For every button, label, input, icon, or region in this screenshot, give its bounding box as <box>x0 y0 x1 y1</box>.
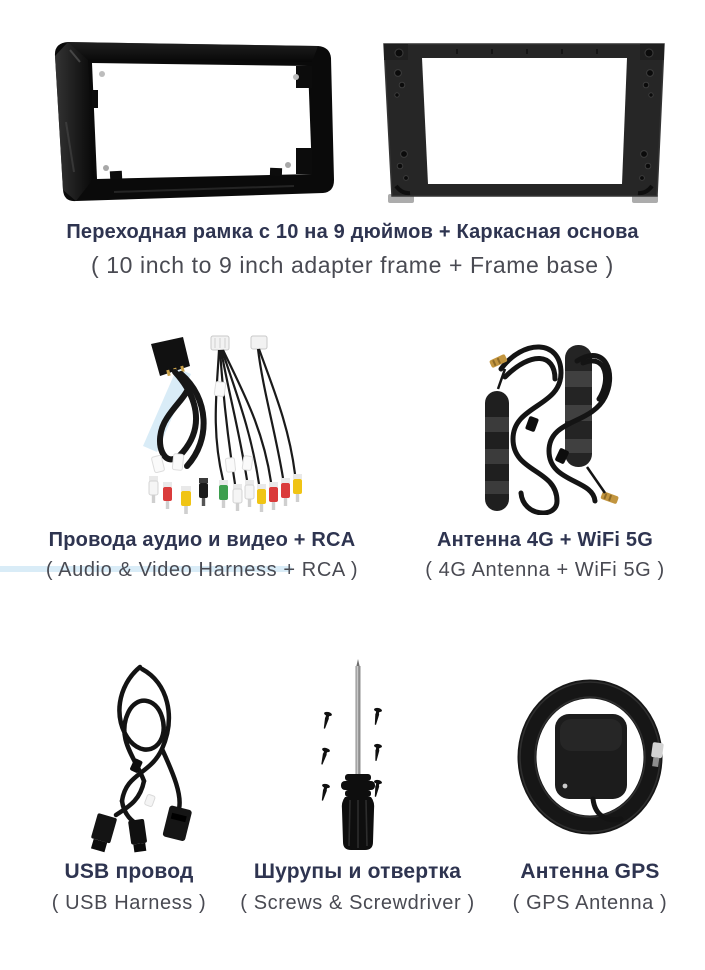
screws-caption-ru: Шурупы и отвертка <box>253 860 462 883</box>
frames-caption-en: ( 10 inch to 9 inch adapter frame + Frame base ) <box>91 252 614 278</box>
harness-caption-ru: Провода аудио и видео + RCA <box>48 529 356 551</box>
sma-connector <box>600 491 619 504</box>
antenna4g-caption-ru: Антенна 4G + WiFi 5G <box>436 529 654 551</box>
usb-caption-ru: USB провод <box>64 860 194 883</box>
antenna4g-caption-en: ( 4G Antenna + WiFi 5G ) <box>425 559 665 581</box>
usb-harness-photo <box>78 655 218 855</box>
gps-caption-ru: Антенна GPS <box>520 860 660 883</box>
usb-plug <box>88 813 117 853</box>
rca-plugs <box>149 474 302 514</box>
audio-video-harness-photo <box>123 330 321 526</box>
gps-antenna-photo <box>507 662 677 852</box>
usb-plug <box>128 819 148 853</box>
4g-wifi-antenna-photo <box>465 333 640 515</box>
frame-base-photo <box>376 38 672 206</box>
usb-receptacle <box>162 805 192 842</box>
adapter-frame-photo <box>44 32 346 209</box>
gps-caption-en: ( GPS Antenna ) <box>512 892 668 914</box>
frames-caption-ru: Переходная рамка с 10 на 9 дюймов + Каркасная основа <box>66 221 639 243</box>
usb-caption-en: ( USB Harness ) <box>51 892 207 914</box>
screws-screwdriver-photo <box>298 658 418 854</box>
harness-caption-en: ( Audio & Video Harness + RCA ) <box>45 559 359 581</box>
screws-caption-en: ( Screws & Screwdriver ) <box>240 892 475 914</box>
